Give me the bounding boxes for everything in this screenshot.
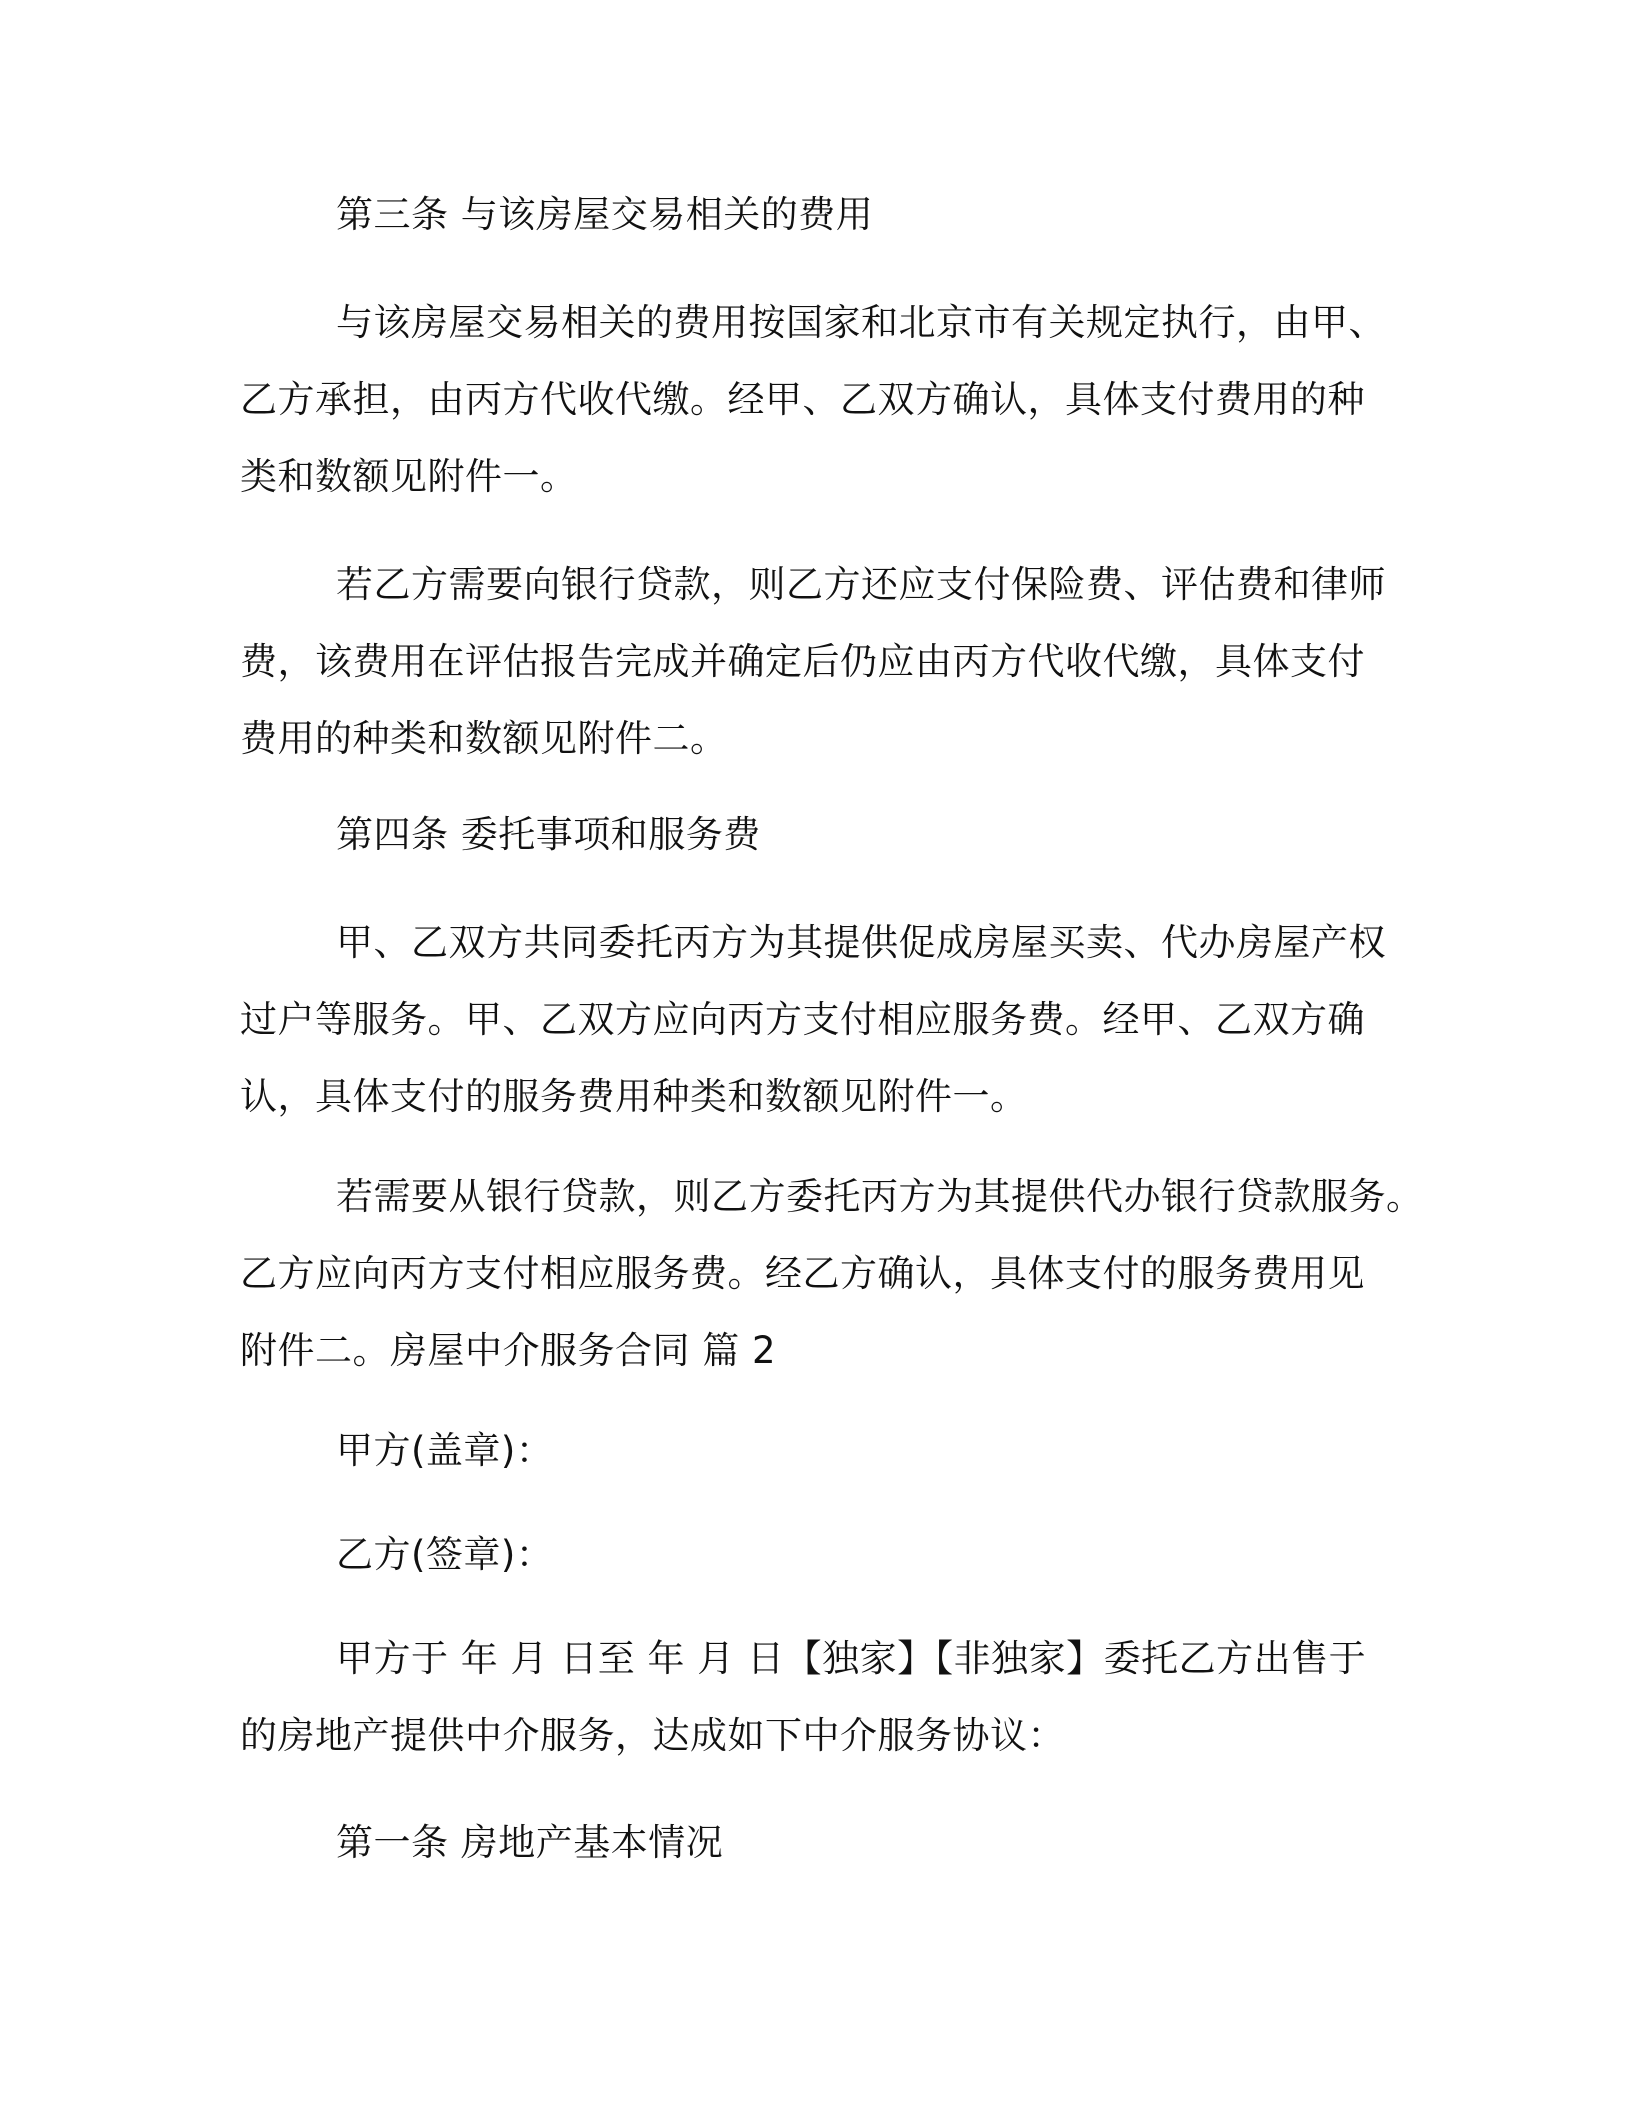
paragraph-entrustment-terms xyxy=(240,1620,1440,1774)
text-line: 认，具体支付的服务费用种类和数额见附件一。 xyxy=(240,1075,1028,1118)
paragraph-service-entrustment xyxy=(240,904,1440,1135)
text-line: 乙方应向丙方支付相应服务费。经乙方确认，具体支付的服务费用见 xyxy=(240,1252,1365,1295)
text-line: 附件二。房屋中介服务合同 篇 2 xyxy=(240,1329,777,1372)
text-line: 甲方(盖章)： xyxy=(336,1429,554,1472)
text-line: 若需要从银行贷款，则乙方委托丙方为其提供代办银行贷款服务。 xyxy=(336,1175,1424,1218)
text-line: 过户等服务。甲、乙双方应向丙方支付相应服务费。经甲、乙双方确 xyxy=(240,998,1365,1041)
party-b-signature-line xyxy=(240,1516,1440,1593)
paragraph-loan-service xyxy=(240,1158,1440,1389)
text-line: 费用的种类和数额见附件二。 xyxy=(240,717,728,760)
paragraph-loan-fees xyxy=(240,546,1440,777)
text-line: 若乙方需要向银行贷款，则乙方还应支付保险费、评估费和律师 xyxy=(336,563,1386,606)
text-line: 费，该费用在评估报告完成并确定后仍应由丙方代收代缴，具体支付 xyxy=(240,640,1365,683)
text-line: 乙方承担，由丙方代收代缴。经甲、乙双方确认，具体支付费用的种 xyxy=(240,378,1365,421)
section-heading-article-1 xyxy=(240,1804,1440,1881)
text-line: 第一条 房地产基本情况 xyxy=(336,1821,724,1864)
paragraph-transaction-fees xyxy=(240,284,1440,515)
text-line: 甲、乙双方共同委托丙方为其提供促成房屋买卖、代办房屋产权 xyxy=(336,921,1386,964)
text-line: 乙方(签章)： xyxy=(336,1533,554,1576)
text-line: 与该房屋交易相关的费用按国家和北京市有关规定执行，由甲、 xyxy=(336,301,1386,344)
text-line: 的房地产提供中介服务，达成如下中介服务协议： xyxy=(240,1714,1065,1757)
text-line: 甲方于 年 月 日至 年 月 日【独家】【非独家】委托乙方出售于 xyxy=(336,1637,1367,1680)
text-line: 第三条 与该房屋交易相关的费用 xyxy=(336,193,874,236)
section-heading-article-4 xyxy=(240,796,1440,873)
section-heading-article-3 xyxy=(240,176,1440,253)
text-line: 第四条 委托事项和服务费 xyxy=(336,813,761,856)
text-line: 类和数额见附件一。 xyxy=(240,455,578,498)
party-a-seal-line xyxy=(240,1412,1440,1489)
